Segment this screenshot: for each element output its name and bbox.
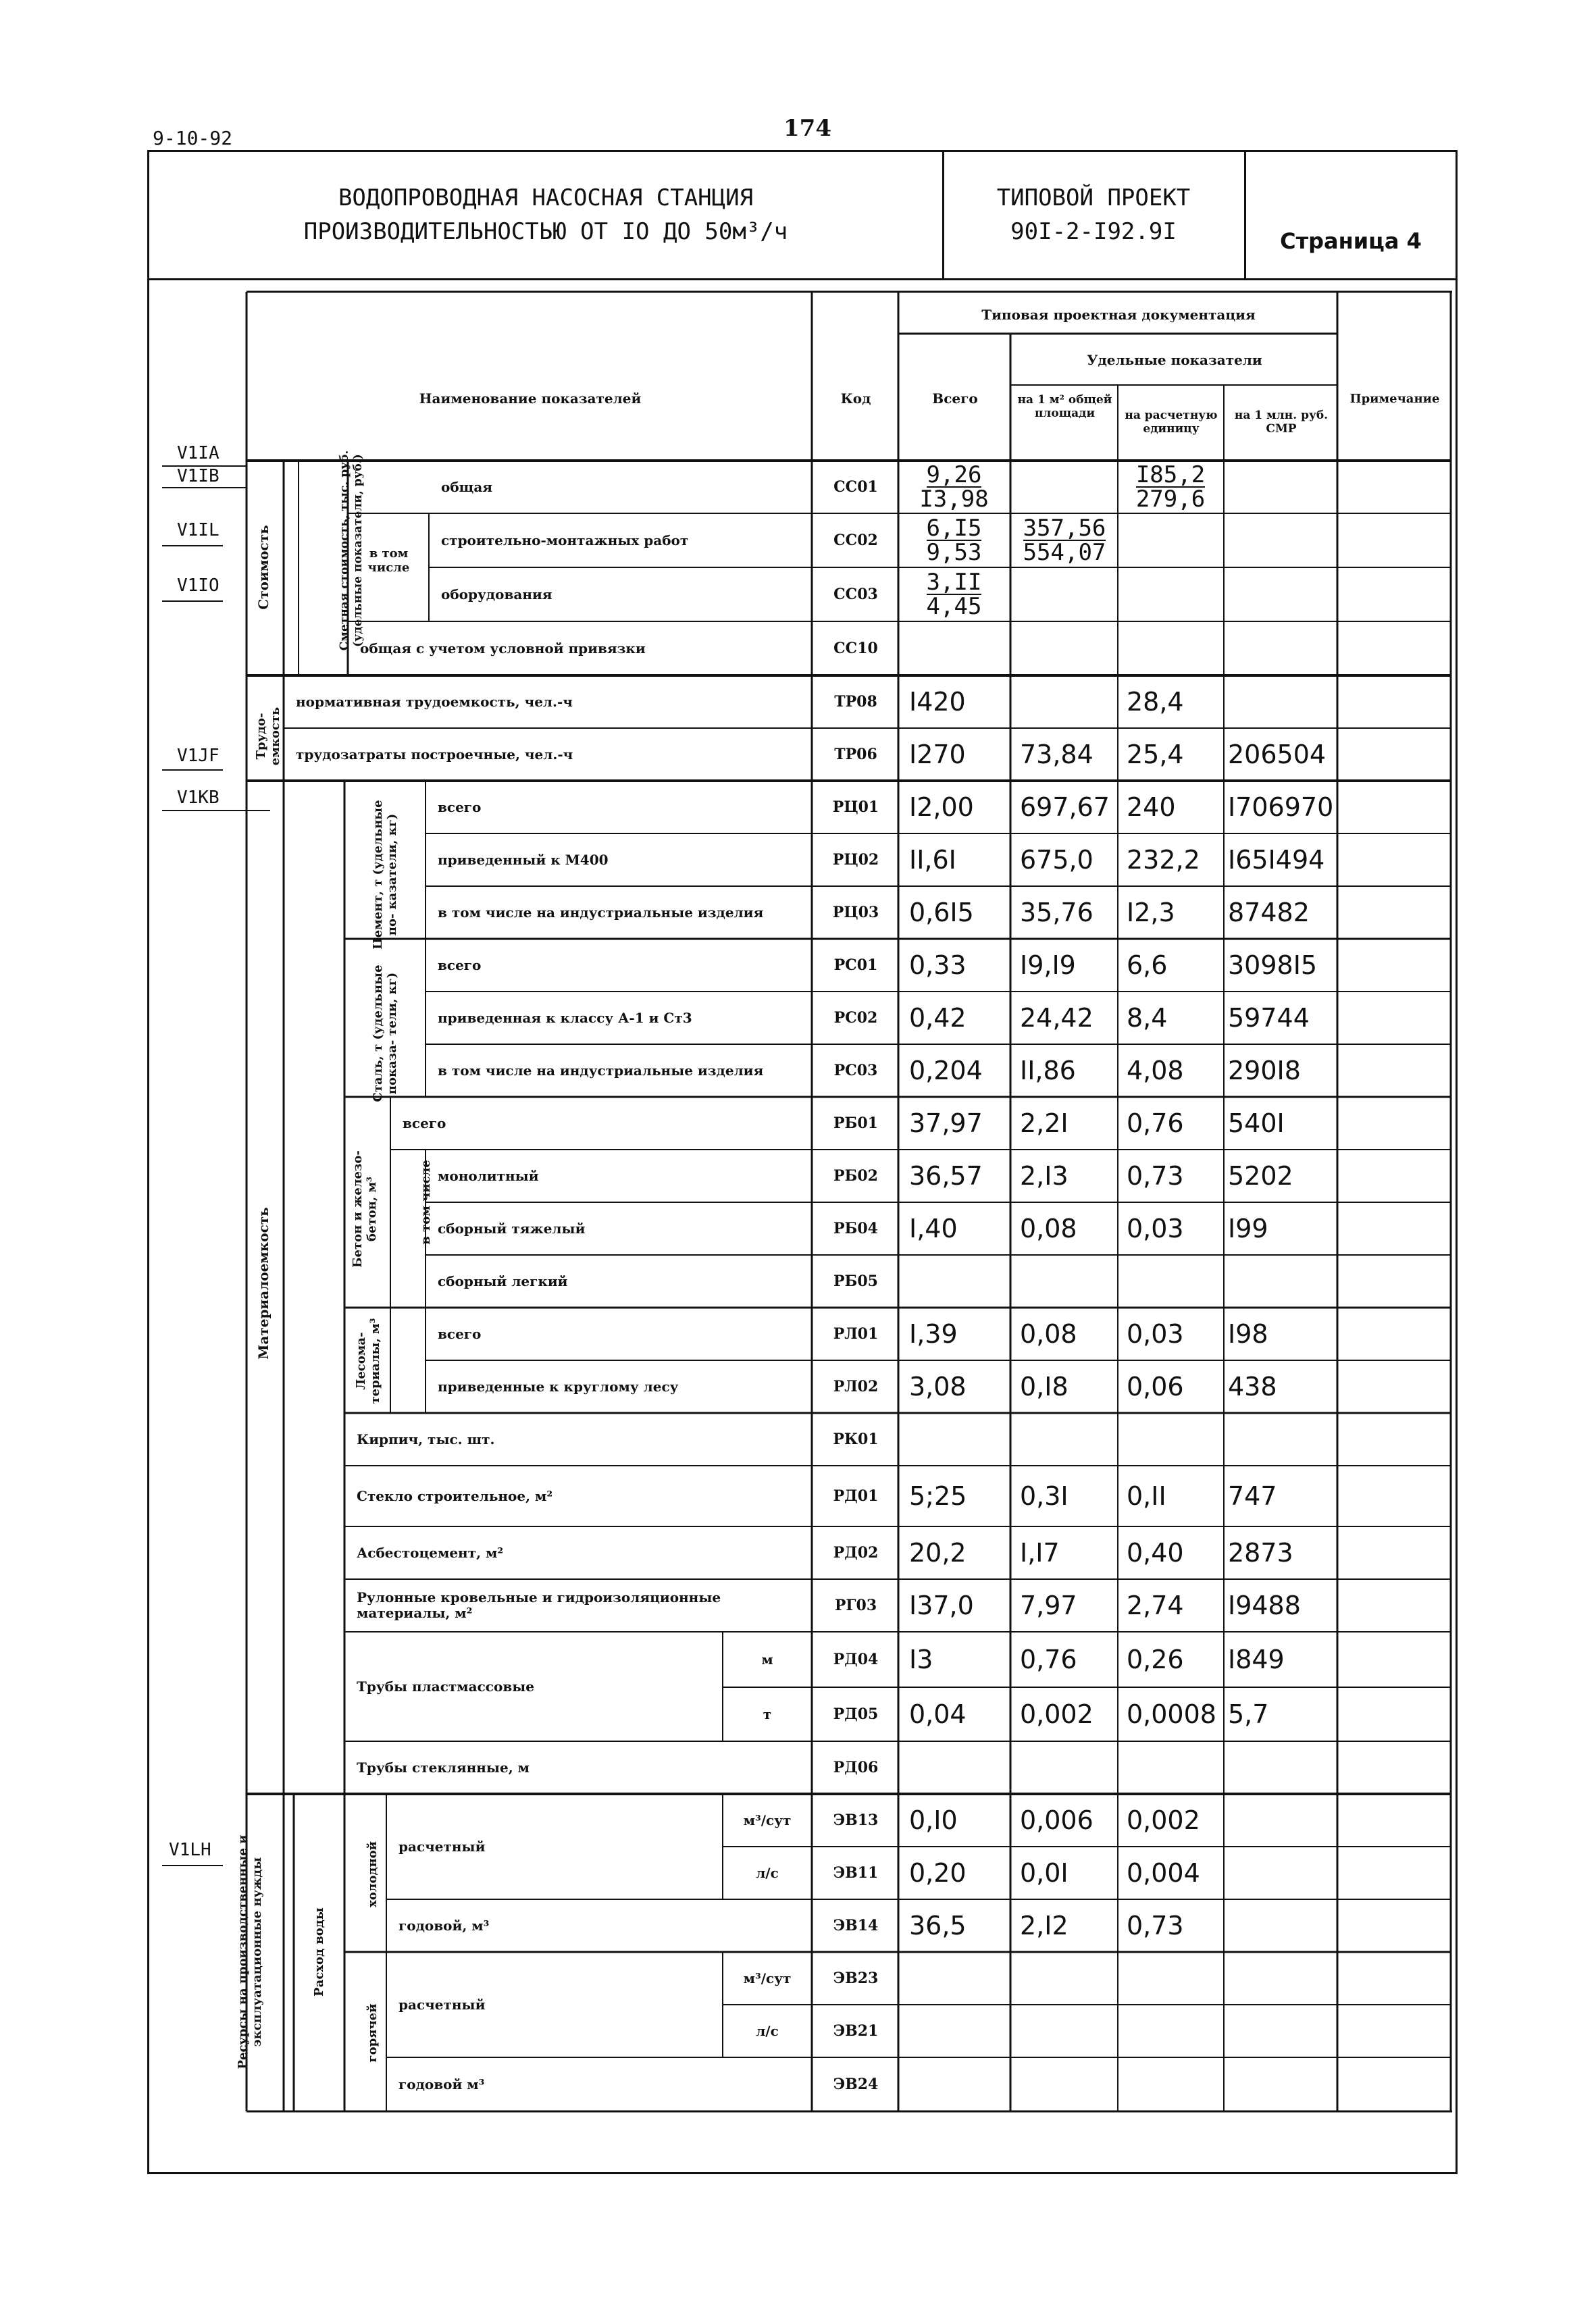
row-total: I,39 [909,1319,958,1349]
row-total: I3 [909,1645,933,1674]
row-total [902,569,1006,620]
row-unit: л/с [756,1865,779,1881]
per-m2-bottom: 554,07 [1023,539,1106,566]
row-total [902,515,1006,566]
row-total: 0,204 [909,1056,983,1085]
row-per-m2: 0,002 [1020,1699,1093,1729]
row-name: Асбестоцемент, м² [357,1544,504,1561]
col-header-per-unit: на расчетную единицу [1125,409,1218,436]
per-unit-top: I85,2 [1135,461,1206,488]
total-top: 6,I5 [926,515,982,542]
row-name: нормативная трудоемкость, чел.-ч [296,693,573,710]
row-per-m2: 675,0 [1020,845,1093,875]
row-per-mln [1225,1255,1339,1308]
row-per-unit [1120,1741,1228,1794]
group-material: Материалоемкость [255,1207,272,1360]
row-total [902,1741,1014,1794]
row-per-mln: 5,7 [1228,1699,1269,1729]
col-header-note: Примечание [1349,391,1440,406]
row-per-unit [1120,567,1228,621]
row-name: общая [441,478,493,495]
row-name: приведенная к классу А-1 и Ст3 [438,1009,692,1026]
row-per-mln: I849 [1228,1645,1285,1674]
row-per-unit: 0,03 [1127,1319,1184,1349]
row-per-m2: 2,I3 [1020,1161,1069,1191]
group-cost: Стоимость [255,525,272,610]
row-total: 5;25 [909,1481,967,1511]
row-total: I270 [909,740,966,769]
row-code: РС03 [833,1062,878,1079]
row-name: приведенные к круглому лесу [438,1378,679,1395]
row-code: ТР06 [834,746,877,763]
row-total [902,1413,1014,1466]
row-per-m2: 7,97 [1020,1591,1077,1620]
row-code: РК01 [833,1431,879,1448]
row-code: РД06 [833,1759,879,1776]
row-code: СС10 [833,640,878,657]
row-code: ЭВ14 [833,1917,879,1934]
row-per-mln [1225,1847,1339,1899]
group-concrete-in: в том числе [418,1160,433,1245]
row-per-unit: 4,08 [1127,1056,1184,1085]
row-name: в том числе на индустриальные изделия [438,904,764,921]
row-per-unit: 0,II [1127,1481,1166,1511]
row-per-mln: 5202 [1228,1161,1293,1191]
row-per-mln: 290I8 [1228,1056,1301,1085]
row-code: ЭВ11 [833,1864,879,1882]
group-concrete: Бетон и железо- бетон, м³ [351,1150,379,1268]
row-per-m2: 73,84 [1020,740,1093,769]
row-name: Кирпич, тыс. шт. [357,1431,495,1447]
row-per-mln: 438 [1228,1372,1277,1402]
row-per-unit: I2,3 [1127,898,1175,927]
row-code: РЦ02 [832,851,879,869]
row-name: в том числе на индустриальные изделия [438,1062,764,1079]
col-header-total: Всего [932,390,978,407]
row-total: I420 [909,687,966,717]
row-per-m2 [1013,2005,1123,2057]
row-code: РБ04 [833,1220,878,1237]
row-per-m2 [1013,675,1123,728]
row-code: ЭВ24 [833,2076,879,2093]
per-m2-top: 357,56 [1023,515,1106,542]
row-per-m2: 2,2I [1020,1108,1069,1138]
row-per-m2: 697,67 [1020,792,1110,822]
row-per-mln [1225,1413,1339,1466]
row-per-mln [1225,675,1339,728]
row-per-unit: 25,4 [1127,740,1184,769]
row-code: РЦ01 [832,798,879,816]
row-total: 36,57 [909,1161,983,1191]
total-bottom: 4,45 [926,593,982,620]
row-per-unit: 2,74 [1127,1591,1184,1620]
row-per-unit [1120,621,1228,675]
row-total: I,40 [909,1214,958,1243]
row-per-m2 [1013,2057,1123,2111]
row-name: приведенный к М400 [438,851,609,868]
row-per-m2: I9,I9 [1020,950,1076,980]
row-name: расчетный [398,1838,486,1855]
side-mark: V1IO [177,575,220,596]
row-code: РД01 [833,1487,879,1505]
row-per-m2: 0,I8 [1020,1372,1069,1402]
row-name: всего [438,798,482,815]
row-per-m2: 2,I2 [1020,1911,1069,1940]
row-code: РС01 [833,956,878,974]
total-top: 3,II [926,569,982,596]
project-label: ТИПОВОЙ ПРОЕКТ [996,184,1191,211]
row-per-unit: 28,4 [1127,687,1184,717]
row-per-unit: 0,73 [1127,1161,1184,1191]
side-mark: V1LH [169,1840,211,1860]
group-cold: холодной [365,1841,380,1907]
group-in-that: в том числе [367,546,410,575]
total-bottom: I3,98 [919,486,989,513]
row-per-unit: 0,004 [1127,1858,1200,1888]
row-total: 0,I0 [909,1805,958,1835]
row-code: РБ01 [833,1114,878,1132]
row-per-mln: I9488 [1228,1591,1301,1620]
row-total: 37,97 [909,1108,983,1138]
row-per-m2: II,86 [1020,1056,1076,1085]
row-code: РЛ01 [833,1325,879,1343]
row-name: сборный легкий [438,1272,568,1289]
row-name: годовой, м³ [398,1917,490,1934]
page-label: Страница 4 [1280,228,1422,254]
group-cement: Цемент, т (удельные по- казатели, кг) [371,800,399,950]
row-unit: л/с [756,2023,779,2039]
row-code: РБ02 [833,1167,878,1185]
title-line-1: ВОДОПРОВОДНАЯ НАСОСНАЯ СТАНЦИЯ [338,184,754,211]
row-per-unit: 0,06 [1127,1372,1184,1402]
row-unit: м [761,1651,773,1668]
row-total [902,461,1006,513]
row-per-mln [1225,1952,1339,2005]
group-timber: Лесома- териалы, м³ [354,1318,382,1404]
side-mark: V1IL [177,520,220,540]
row-name: Рулонные кровельные и гидроизоляционные материалы, м² [357,1589,721,1621]
row-per-m2 [1013,1741,1123,1794]
row-per-m2 [1013,1255,1123,1308]
title-line-2: ПРОИЗВОДИТЕЛЬНОСТЬЮ ОТ IO ДО 50м³/ч [303,218,788,245]
col-header-group: Типовая проектная документация [981,307,1256,323]
row-per-unit [1120,461,1221,513]
group-hot: горячей [365,2003,380,2063]
row-per-mln [1225,513,1339,567]
row-per-unit: 0,002 [1127,1805,1200,1835]
col-header-per-m2: на 1 м² общей площади [1017,393,1112,420]
row-per-unit: 8,4 [1127,1003,1168,1033]
row-per-m2 [1013,567,1123,621]
row-code: РД04 [833,1651,879,1668]
row-per-unit: 240 [1127,792,1176,822]
row-per-unit: 0,73 [1127,1911,1184,1940]
row-total [902,2005,1014,2057]
row-name: монолитный [438,1167,539,1184]
row-total: 0,33 [909,950,967,980]
row-code: РС02 [833,1009,878,1027]
group-water: Расход воды [311,1907,326,1997]
row-total: 3,08 [909,1372,967,1402]
row-per-m2: 0,006 [1020,1805,1093,1835]
side-mark: V1IA [177,443,220,463]
row-name: оборудования [441,586,552,602]
side-mark: V1IB [177,466,220,486]
side-mark: V1JF [177,746,220,766]
document-code: 9-10-92 [153,127,233,149]
row-code: РЛ02 [833,1378,879,1395]
row-per-m2: 0,08 [1020,1319,1077,1349]
row-per-m2 [1013,515,1116,566]
row-name: всего [438,956,482,973]
row-total: 36,5 [909,1911,967,1940]
side-mark: V1KB [177,788,220,808]
project-code: 90I-2-I92.9I [1010,218,1177,245]
group-labor: Трудо- емкость [254,706,282,766]
row-per-unit: 0,40 [1127,1538,1184,1568]
row-per-mln: 747 [1228,1481,1277,1511]
row-code: РЦ03 [832,904,879,921]
col-header-per-mln: на 1 млн. руб. СМР [1234,409,1329,436]
row-per-unit [1120,2057,1228,2111]
row-code: ЭВ23 [833,1970,879,1987]
row-total: 20,2 [909,1538,967,1568]
row-total: 0,6I5 [909,898,974,927]
row-per-mln [1225,621,1339,675]
row-name: общая с учетом условной привязки [360,640,646,657]
col-header-name: Наименование показателей [419,390,642,407]
row-code: РД02 [833,1544,879,1562]
row-name: сборный тяжелый [438,1220,586,1237]
row-per-mln [1225,1741,1339,1794]
total-top: 9,26 [926,461,982,488]
row-per-unit [1120,1413,1228,1466]
row-per-unit [1120,2005,1228,2057]
row-per-m2: 0,3I [1020,1481,1069,1511]
row-per-unit: 0,26 [1127,1645,1184,1674]
row-per-mln: 540I [1228,1108,1285,1138]
group-steel: Сталь, т (удельные показа- тели, кг) [371,965,399,1102]
row-unit: т [763,1706,772,1722]
row-per-unit: 232,2 [1127,845,1200,875]
group-resources: Ресурсы на производственные и эксплуатационные нужды [236,1834,264,2069]
row-per-m2: 0,08 [1020,1214,1077,1243]
row-per-unit [1120,1255,1228,1308]
row-total [902,1255,1014,1308]
row-name: трудозатраты построечные, чел.-ч [296,746,573,763]
row-per-m2 [1013,1952,1123,2005]
row-per-mln [1225,461,1339,513]
row-per-mln: 206504 [1228,740,1327,769]
col-header-specific: Удельные показатели [1087,352,1262,368]
row-code: СС02 [833,532,878,549]
row-code: СС03 [833,586,878,603]
row-per-unit: 0,0008 [1127,1699,1216,1729]
row-code: РД05 [833,1705,879,1723]
row-per-unit [1120,1952,1228,2005]
row-code: ЭВ13 [833,1811,879,1829]
row-per-m2: 0,76 [1020,1645,1077,1674]
row-per-mln: 3098I5 [1228,950,1318,980]
row-per-unit [1120,513,1228,567]
row-per-m2 [1013,461,1123,513]
row-total [902,621,1014,675]
row-per-mln: I98 [1228,1319,1268,1349]
row-total: I37,0 [909,1591,974,1620]
row-name: всего [438,1325,482,1342]
page-number: 174 [783,115,831,142]
row-per-mln [1225,2005,1339,2057]
row-per-m2: 35,76 [1020,898,1093,927]
col-header-code: Код [840,390,871,407]
row-unit: м³/сут [743,1970,792,1986]
row-code: РГ03 [834,1597,877,1614]
row-per-m2: I,I7 [1020,1538,1060,1568]
row-total: 0,42 [909,1003,967,1033]
row-name: годовой м³ [398,2076,485,2092]
row-per-unit: 6,6 [1127,950,1168,980]
row-code: ЭВ21 [833,2022,879,2040]
row-total: II,6I [909,845,956,875]
row-name: Стекло строительное, м² [357,1487,553,1504]
row-total: 0,20 [909,1858,967,1888]
row-per-m2: 0,0I [1020,1858,1069,1888]
row-per-mln [1225,1794,1339,1847]
row-name: Трубы пластмассовые [357,1678,534,1695]
row-name: расчетный [398,1996,486,2013]
row-total [902,1952,1014,2005]
row-per-unit: 0,03 [1127,1214,1184,1243]
row-per-unit: 0,76 [1127,1108,1184,1138]
row-per-m2 [1013,621,1123,675]
row-code: ТР08 [834,693,877,711]
row-name: Трубы стеклянные, м [357,1759,530,1776]
row-name: всего [403,1114,446,1131]
row-unit: м³/сут [743,1812,792,1828]
row-per-m2: 24,42 [1020,1003,1093,1033]
row-per-mln: 87482 [1228,898,1310,927]
per-unit-bottom: 279,6 [1135,486,1206,513]
row-code: СС01 [833,478,878,496]
row-total [902,2057,1014,2111]
row-total: I2,00 [909,792,974,822]
row-per-mln: 2873 [1228,1538,1293,1568]
row-per-mln: I706970 [1228,792,1334,822]
total-bottom: 9,53 [926,539,982,566]
row-code: РБ05 [833,1272,878,1290]
row-per-m2 [1013,1413,1123,1466]
row-per-mln [1225,1899,1339,1952]
row-per-mln [1225,567,1339,621]
group-cost-sub: Сметная стоимость, тыс. руб. (удельные показатели, руб.) [338,450,365,651]
row-name: строительно-монтажных работ [441,532,689,548]
row-per-mln: I65I494 [1228,845,1325,875]
row-per-mln: I99 [1228,1214,1268,1243]
row-total: 0,04 [909,1699,967,1729]
row-per-mln [1225,2057,1339,2111]
row-per-mln: 59744 [1228,1003,1310,1033]
